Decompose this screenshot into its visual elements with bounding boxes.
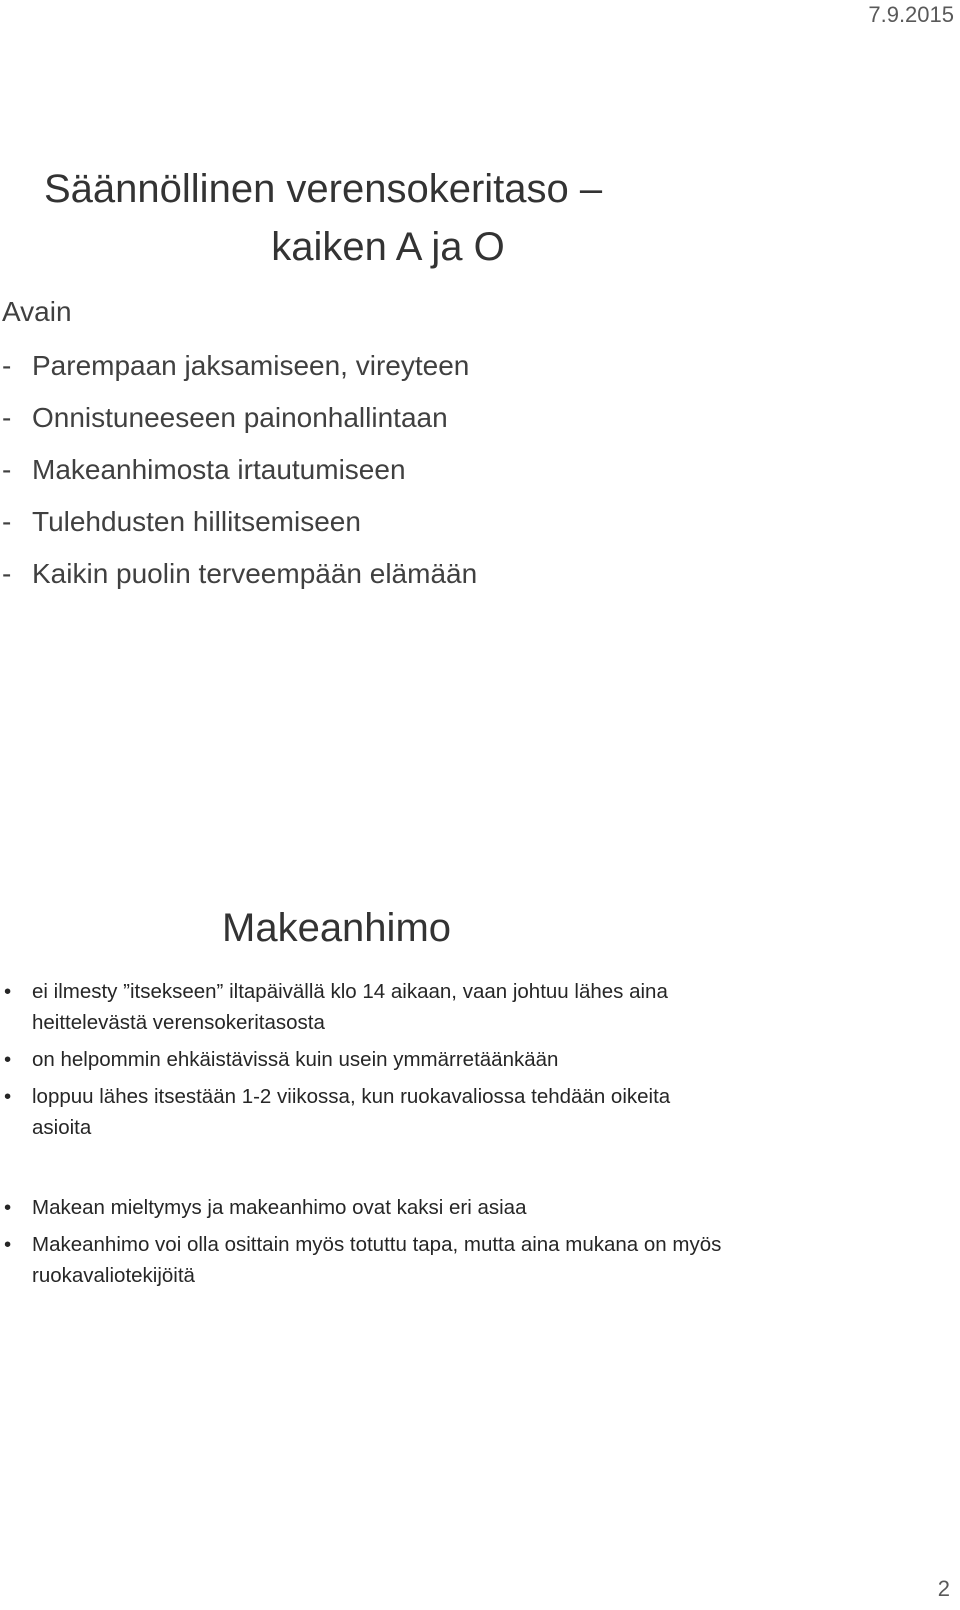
slide-makeanhimo: [0, 900, 960, 1320]
page-number: 2: [937, 1576, 950, 1601]
bullet-text: on helpommin ehkäistävissä kuin usein ymmärretäänkään: [32, 1048, 559, 1071]
benefit-list: [2, 340, 477, 600]
list-item: [2, 444, 477, 496]
list-item: [2, 340, 477, 392]
bullet-item: [0, 1229, 730, 1291]
bullet-text: loppuu lähes itsestään 1-2 viikossa, kun ruokavaliossa tehdään oikeita asioita: [32, 1085, 671, 1139]
dash-marker: -: [2, 350, 12, 381]
list-item-text: Tulehdusten hillitsemiseen: [32, 506, 361, 537]
bullet-icon: •: [4, 980, 12, 1003]
bullet-icon: •: [4, 1085, 12, 1108]
bullet-item: [0, 1192, 730, 1223]
slide-title: [44, 160, 724, 276]
bullet-item: [0, 976, 730, 1038]
bullet-list-secondary: [0, 1192, 730, 1291]
bullet-text: Makeanhimo voi olla osittain myös totuttu tapa, mutta aina mukana on myös ruokavaliotekijöitä: [32, 1233, 722, 1287]
slide-verensokeritaso: [0, 160, 960, 600]
dash-marker: -: [2, 454, 12, 485]
list-item-text: Kaikin puolin terveempään elämään: [32, 558, 478, 589]
bullet-text: Makean mieltymys ja makeanhimo ovat kaksi eri asiaa: [32, 1196, 527, 1219]
slide-title: Makeanhimo: [222, 906, 452, 950]
bullet-item: [0, 1081, 730, 1143]
bullet-icon: •: [4, 1233, 12, 1256]
bullet-list-primary: [0, 976, 730, 1143]
document-date: 7.9.2015: [868, 2, 954, 27]
list-item: [2, 548, 477, 600]
list-item: [2, 496, 477, 548]
list-item: [2, 392, 477, 444]
bullet-icon: •: [4, 1196, 12, 1219]
slide-title-line-1: Säännöllinen verensokeritaso –: [44, 167, 603, 211]
intro-label: Avain: [2, 296, 72, 327]
dash-marker: -: [2, 506, 12, 537]
dash-marker: -: [2, 402, 12, 433]
list-item-text: Parempaan jaksamiseen, vireyteen: [32, 350, 470, 381]
bullet-icon: •: [4, 1048, 12, 1071]
slide-title-line-2: kaiken A ja O: [271, 225, 505, 269]
list-item-text: Onnistuneeseen painonhallintaan: [32, 402, 448, 433]
bullet-text: ei ilmesty ”itsekseen” iltapäivällä klo 14 aikaan, vaan johtuu lähes aina heittelevästä verensokeritasosta: [32, 980, 668, 1034]
dash-marker: -: [2, 558, 12, 589]
list-item-text: Makeanhimosta irtautumiseen: [32, 454, 406, 485]
bullet-item: [0, 1044, 730, 1075]
